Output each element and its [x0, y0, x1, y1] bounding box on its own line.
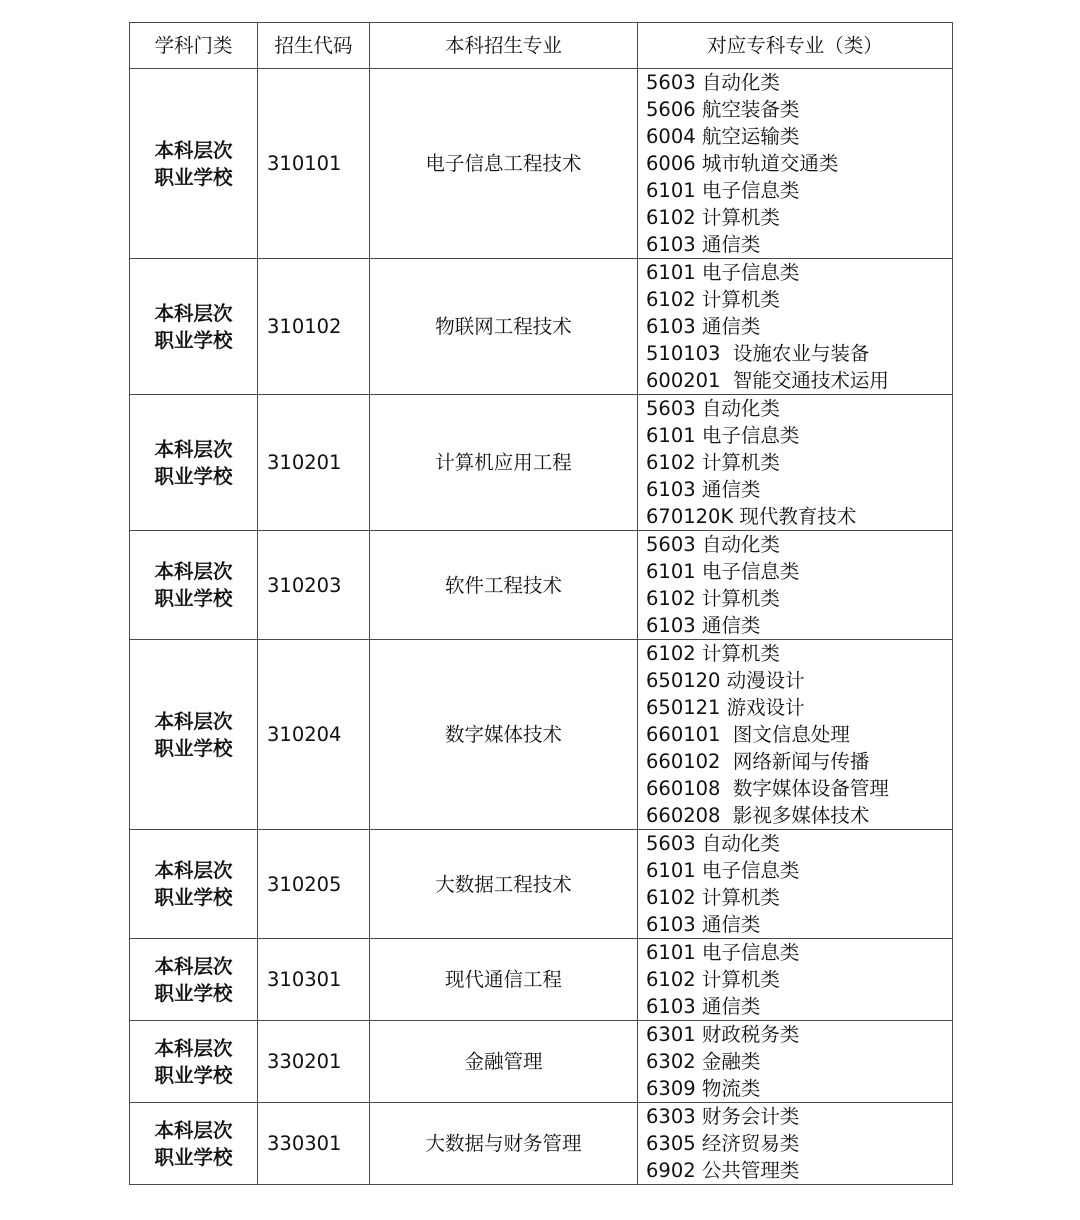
related-major-item: 6101 电子信息类 — [646, 179, 800, 202]
table-body — [130, 69, 953, 1185]
related-major-item: 6103 通信类 — [646, 995, 761, 1018]
related-major-item: 650121 游戏设计 — [646, 696, 805, 719]
category-line: 职业学校 — [154, 587, 233, 610]
related-major-item: 6102 计算机类 — [646, 642, 780, 665]
undergraduate-major-cell: 计算机应用工程 — [370, 395, 638, 531]
related-major-item: 6103 通信类 — [646, 315, 761, 338]
related-majors-cell — [638, 259, 953, 395]
category-line: 本科层次 — [154, 1036, 233, 1060]
category-line: 职业学校 — [154, 165, 233, 189]
related-major-item: 6103 通信类 — [646, 478, 761, 501]
enrollment-code-cell: 310101 — [258, 69, 370, 259]
related-major-item: 6101 电子信息类 — [646, 560, 800, 583]
related-major-item: 5603 自动化类 — [646, 832, 780, 855]
category-cell — [130, 259, 258, 395]
related-major-item: 6006 城市轨道交通类 — [646, 152, 839, 175]
table-row — [130, 830, 953, 939]
table-row — [130, 259, 953, 395]
related-major-item: 660101 图文信息处理 — [646, 723, 850, 746]
category-cell — [130, 395, 258, 531]
enrollment-code-cell: 310205 — [258, 830, 370, 939]
related-major-item: 6101 电子信息类 — [646, 941, 800, 964]
category-line: 本科层次 — [154, 138, 233, 162]
related-major-item: 6004 航空运输类 — [646, 125, 800, 148]
category-line: 本科层次 — [154, 301, 233, 325]
category-line: 本科层次 — [154, 954, 233, 978]
related-major-item: 6103 通信类 — [646, 913, 761, 936]
category-cell — [130, 830, 258, 939]
related-major-item: 660108 数字媒体设备管理 — [646, 777, 889, 800]
table-row — [130, 1021, 953, 1103]
related-major-item: 6102 计算机类 — [646, 587, 780, 610]
table-row — [130, 939, 953, 1021]
related-majors-cell — [638, 395, 953, 531]
related-major-item: 6302 金融类 — [646, 1050, 761, 1073]
related-major-item: 5606 航空装备类 — [646, 98, 800, 121]
related-major-item: 6902 公共管理类 — [646, 1159, 800, 1182]
enrollment-code-cell: 310203 — [258, 531, 370, 640]
header-major: 本科招生专业 — [370, 23, 638, 69]
related-major-item: 6305 经济贸易类 — [646, 1132, 800, 1155]
undergraduate-major-cell: 大数据与财务管理 — [370, 1103, 638, 1185]
category-cell — [130, 640, 258, 830]
category-cell — [130, 69, 258, 259]
undergraduate-major-cell: 数字媒体技术 — [370, 640, 638, 830]
related-major-item: 6103 通信类 — [646, 233, 761, 256]
header-category: 学科门类 — [130, 23, 258, 69]
related-majors-cell — [638, 830, 953, 939]
category-line: 职业学校 — [154, 1063, 233, 1087]
related-major-item: 6102 计算机类 — [646, 206, 780, 229]
related-major-item: 6102 计算机类 — [646, 968, 780, 991]
undergraduate-major-cell: 软件工程技术 — [370, 531, 638, 640]
major-table-document — [129, 22, 952, 1185]
undergraduate-major-cell: 大数据工程技术 — [370, 830, 638, 939]
category-line: 本科层次 — [154, 709, 233, 733]
major-table — [129, 22, 953, 1185]
table-row — [130, 1103, 953, 1185]
category-line: 职业学校 — [154, 886, 233, 909]
header-code: 招生代码 — [258, 23, 370, 69]
category-line: 职业学校 — [154, 1145, 233, 1169]
related-major-item: 510103 设施农业与装备 — [646, 342, 870, 365]
related-major-item: 600201 智能交通技术运用 — [646, 369, 889, 392]
category-line: 职业学校 — [154, 328, 233, 352]
category-cell — [130, 531, 258, 640]
related-major-item: 5603 自动化类 — [646, 533, 780, 556]
related-major-item: 6102 计算机类 — [646, 451, 780, 474]
undergraduate-major-cell: 电子信息工程技术 — [370, 69, 638, 259]
related-major-item: 660208 影视多媒体技术 — [646, 804, 870, 827]
related-majors-cell — [638, 1021, 953, 1103]
related-majors-cell — [638, 1103, 953, 1185]
category-line: 本科层次 — [154, 437, 233, 461]
category-line: 职业学校 — [154, 981, 233, 1005]
enrollment-code-cell: 310201 — [258, 395, 370, 531]
header-related: 对应专科专业（类） — [638, 23, 953, 69]
table-header-row — [130, 23, 953, 69]
related-majors-cell — [638, 69, 953, 259]
undergraduate-major-cell: 物联网工程技术 — [370, 259, 638, 395]
enrollment-code-cell: 330301 — [258, 1103, 370, 1185]
related-major-item: 6102 计算机类 — [646, 288, 780, 311]
enrollment-code-cell: 310102 — [258, 259, 370, 395]
related-majors-cell — [638, 939, 953, 1021]
related-major-item: 6301 财政税务类 — [646, 1023, 800, 1046]
category-line: 本科层次 — [154, 859, 233, 882]
table-row — [130, 395, 953, 531]
related-major-item: 650120 动漫设计 — [646, 669, 805, 692]
related-major-item: 6303 财务会计类 — [646, 1105, 800, 1128]
enrollment-code-cell: 310301 — [258, 939, 370, 1021]
related-major-item: 6101 电子信息类 — [646, 859, 800, 882]
table-row — [130, 640, 953, 830]
related-major-item: 6103 通信类 — [646, 614, 761, 637]
table-row — [130, 69, 953, 259]
category-cell — [130, 1021, 258, 1103]
related-major-item: 5603 自动化类 — [646, 397, 780, 420]
related-major-item: 5603 自动化类 — [646, 71, 780, 94]
enrollment-code-cell: 330201 — [258, 1021, 370, 1103]
category-line: 职业学校 — [154, 736, 233, 760]
related-major-item: 6102 计算机类 — [646, 886, 780, 909]
undergraduate-major-cell: 现代通信工程 — [370, 939, 638, 1021]
undergraduate-major-cell: 金融管理 — [370, 1021, 638, 1103]
category-line: 本科层次 — [154, 1118, 233, 1142]
category-cell — [130, 1103, 258, 1185]
related-major-item: 660102 网络新闻与传播 — [646, 750, 870, 773]
enrollment-code-cell: 310204 — [258, 640, 370, 830]
related-majors-cell — [638, 640, 953, 830]
table-row — [130, 531, 953, 640]
related-majors-cell — [638, 531, 953, 640]
related-major-item: 6101 电子信息类 — [646, 261, 800, 284]
related-major-item: 6309 物流类 — [646, 1077, 761, 1100]
category-line: 职业学校 — [154, 464, 233, 488]
category-line: 本科层次 — [154, 560, 233, 583]
related-major-item: 6101 电子信息类 — [646, 424, 800, 447]
related-major-item: 670120K 现代教育技术 — [646, 505, 857, 528]
category-cell — [130, 939, 258, 1021]
